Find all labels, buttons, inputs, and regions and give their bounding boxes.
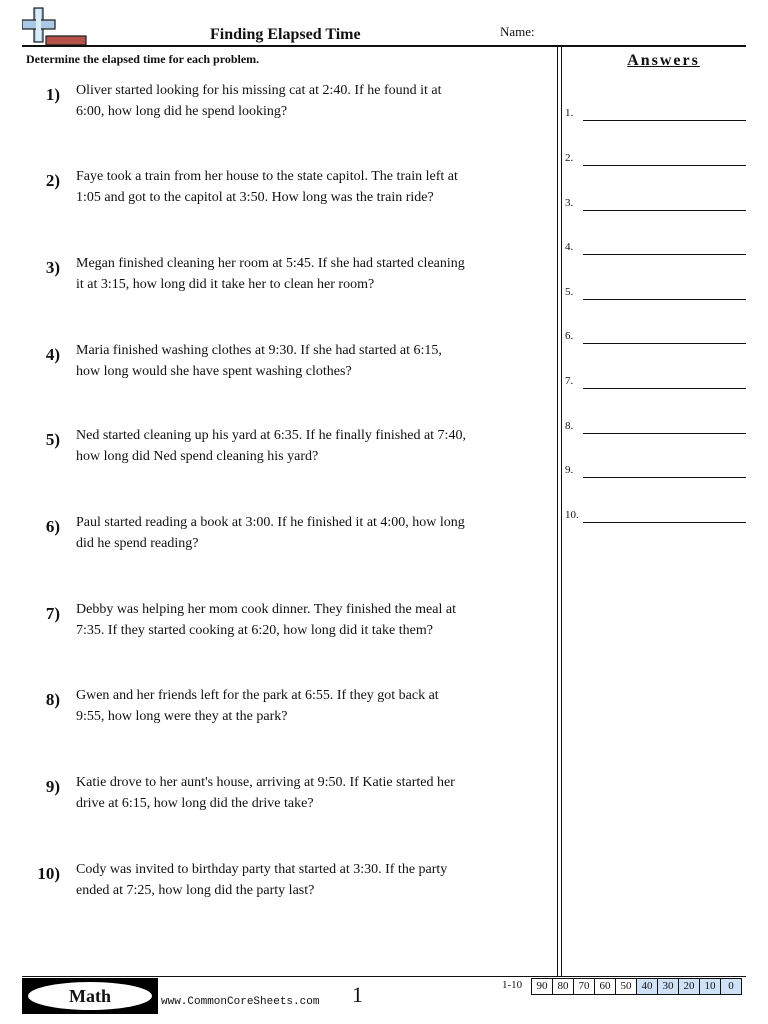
answer-row-4[interactable] <box>565 239 746 255</box>
problem-text: Faye took a train from her house to the state capitol. The train left at 1:05 and got to the capitol at 3:50. How long was the train ride? <box>76 169 458 205</box>
score-cell: 70 <box>573 979 594 994</box>
answer-line[interactable] <box>583 120 746 121</box>
website-link[interactable]: www.CommonCoreSheets.com <box>161 996 320 1008</box>
answer-line[interactable] <box>583 477 746 478</box>
score-cell: 0 <box>720 979 741 994</box>
answer-label: 2. <box>565 152 574 164</box>
score-cell: 20 <box>678 979 699 994</box>
answer-line[interactable] <box>583 299 746 300</box>
answers-heading: Answers <box>627 52 700 69</box>
score-cell: 90 <box>536 980 548 992</box>
footer-divider <box>22 976 746 977</box>
score-cell: 30 <box>657 979 678 994</box>
problem-text: Gwen and her friends left for the park at 6:55. If they got back at 9:55, how long were they at the park? <box>76 688 439 724</box>
problem-number: 3) <box>45 258 60 277</box>
score-table <box>531 978 742 995</box>
problem-number: 9) <box>45 777 60 796</box>
answer-label: 7. <box>565 375 574 387</box>
answer-row-7[interactable] <box>565 373 746 389</box>
problem-text: Cody was invited to birthday party that started at 3:30. If the party ended at 7:25, how long did the party last? <box>76 862 448 898</box>
problem-text: Paul started reading a book at 3:00. If he finished it at 4:00, how long did he spend reading? <box>76 515 465 551</box>
score-cell: 80 <box>552 979 573 994</box>
problem-text: Oliver started looking for his missing cat at 2:40. If he found it at 6:00, how long did he spend looking? <box>76 83 442 119</box>
score-cell: 50 <box>615 979 636 994</box>
plus-minus-logo-icon <box>22 6 88 48</box>
problem-text: Ned started cleaning up his yard at 6:35. If he finally finished at 7:40, how long did Ned spend cleaning his yard? <box>76 428 466 464</box>
score-cell: 40 <box>636 979 657 994</box>
column-divider <box>557 46 562 976</box>
problem-text: Megan finished cleaning her room at 5:45. If she had started cleaning it at 3:15, how long did it take her to clean her room? <box>76 256 465 292</box>
answer-line[interactable] <box>583 522 746 523</box>
problem-number: 4) <box>45 345 60 364</box>
header-divider <box>22 45 746 47</box>
problem-text: Maria finished washing clothes at 9:30. If she had started at 6:15, how long would she have spent washing clothes? <box>76 343 442 379</box>
score-cell: 10 <box>699 979 720 994</box>
answer-label: 10. <box>565 509 579 521</box>
score-range-label: 1-10 <box>502 979 523 991</box>
answer-row-3[interactable] <box>565 195 746 211</box>
problem-text: Katie drove to her aunt's house, arriving at 9:50. If Katie started her drive at 6:15, how long did the drive take? <box>76 775 455 811</box>
page-title: Finding Elapsed Time <box>210 26 361 43</box>
answer-row-10[interactable] <box>565 507 746 523</box>
answer-label: 1. <box>565 107 574 119</box>
math-badge <box>22 978 158 1014</box>
answer-line[interactable] <box>583 210 746 211</box>
answer-label: 8. <box>565 420 574 432</box>
math-badge-label: Math <box>28 982 152 1010</box>
problem-number: 7) <box>45 604 60 623</box>
answer-line[interactable] <box>583 388 746 389</box>
answer-line[interactable] <box>583 433 746 434</box>
answer-label: 9. <box>565 464 574 476</box>
problem-number: 2) <box>45 171 60 190</box>
problem-number: 6) <box>45 517 60 536</box>
answer-label: 5. <box>565 286 574 298</box>
problem-number: 10) <box>37 864 60 883</box>
answer-label: 4. <box>565 241 574 253</box>
problem-number: 8) <box>45 690 60 709</box>
answer-line[interactable] <box>583 343 746 344</box>
answer-row-5[interactable] <box>565 284 746 300</box>
answer-row-1[interactable] <box>565 105 746 121</box>
answer-row-8[interactable] <box>565 418 746 434</box>
answer-row-6[interactable] <box>565 328 746 344</box>
answer-row-9[interactable] <box>565 462 746 478</box>
answer-line[interactable] <box>583 254 746 255</box>
answer-row-2[interactable] <box>565 150 746 166</box>
problem-number: 5) <box>45 430 60 449</box>
answer-line[interactable] <box>583 165 746 166</box>
answer-label: 6. <box>565 330 574 342</box>
page-number: 1 <box>352 982 363 1007</box>
instructions: Determine the elapsed time for each problem. <box>26 52 260 66</box>
problem-number: 1) <box>45 85 60 104</box>
answer-label: 3. <box>565 197 574 209</box>
problem-text: Debby was helping her mom cook dinner. They finished the meal at 7:35. If they started cooking at 6:20, how long did it take them? <box>76 602 456 638</box>
name-label: Name: <box>500 24 535 39</box>
score-cell: 60 <box>594 979 615 994</box>
